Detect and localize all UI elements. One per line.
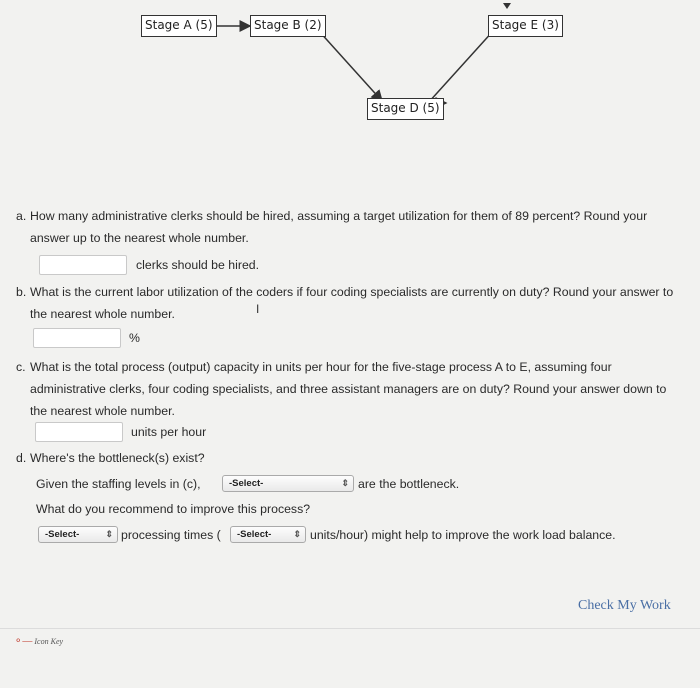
- select-arrows-icon: ⇕: [341, 478, 349, 488]
- units-select-value: -Select-: [237, 529, 272, 540]
- stage-b: Stage B (2): [250, 15, 326, 37]
- question-c-letter: c.: [16, 360, 26, 374]
- select-arrows-icon: ⇕: [293, 529, 301, 539]
- recommend-select[interactable]: [38, 526, 118, 543]
- question-a-suffix: clerks should be hired.: [136, 258, 260, 272]
- check-my-work-link[interactable]: Check My Work: [578, 598, 671, 613]
- question-a: [16, 205, 688, 245]
- question-b-suffix: %: [129, 331, 140, 345]
- question-d: [16, 447, 688, 469]
- diagram-connectors: [0, 0, 700, 140]
- question-c: [16, 356, 688, 418]
- question-a-text: How many administrative clerks should be hired, assuming a target utilization for them of 89 percent? Round your answer up to the nearest whole number.: [30, 209, 648, 245]
- utilization-answer-input[interactable]: [33, 328, 121, 348]
- stage-d: Stage D (5): [367, 98, 444, 120]
- question-b: [16, 281, 688, 321]
- bottleneck-select[interactable]: [222, 475, 354, 492]
- question-d-letter: d.: [16, 451, 27, 465]
- icon-key-label: Icon Key: [34, 637, 64, 646]
- question-d-text: Where's the bottleneck(s) exist?: [30, 451, 205, 465]
- question-d-line3-mid: processing times (: [121, 528, 221, 542]
- question-b-text: What is the current labor utilization of the coders if four coding specialists are currently on duty? Round your answer to the nearest whole number.: [30, 285, 674, 321]
- stage-a: Stage A (5): [141, 15, 217, 37]
- footer-divider: [0, 628, 700, 629]
- text-cursor-icon: I: [256, 302, 260, 316]
- question-d-line3-suffix: units/hour) might help to improve the work load balance.: [310, 528, 616, 542]
- stage-e: Stage E (3): [488, 15, 563, 37]
- question-a-letter: a.: [16, 209, 27, 223]
- question-c-text: What is the total process (output) capacity in units per hour for the five-stage process A to E, assuming four administrative clerks, four coding specialists, and three assistant managers are on duty? Round your answer down to the nearest whole number.: [30, 360, 667, 418]
- recommend-select-value: -Select-: [45, 529, 80, 540]
- question-d-line1-suffix: are the bottleneck.: [358, 477, 460, 491]
- question-d-line1-prefix: Given the staffing levels in (c),: [36, 477, 201, 491]
- capacity-answer-input[interactable]: [35, 422, 123, 442]
- select-arrows-icon: ⇕: [105, 529, 113, 539]
- icon-key[interactable]: [14, 636, 63, 647]
- question-c-suffix: units per hour: [131, 425, 207, 439]
- process-diagram: [0, 0, 700, 140]
- clerks-answer-input[interactable]: [39, 255, 127, 275]
- question-b-letter: b.: [16, 285, 27, 299]
- units-select[interactable]: [230, 526, 306, 543]
- question-d-line2: What do you recommend to improve this process?: [36, 502, 311, 516]
- key-icon: ⚬—: [14, 636, 33, 647]
- bottleneck-select-value: -Select-: [229, 478, 264, 489]
